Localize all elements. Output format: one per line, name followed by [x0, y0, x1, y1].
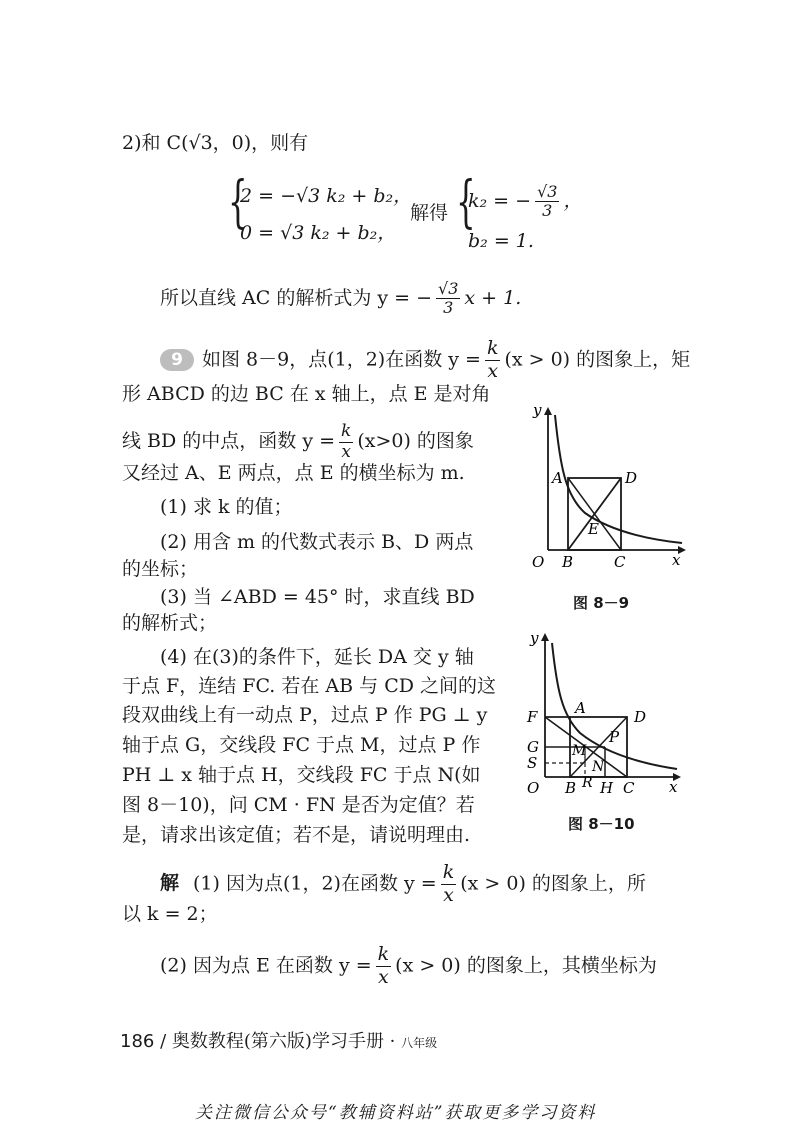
problem-9-line-2: 形 ABCD 的边 BC 在 x 轴上，点 E 是对角	[122, 383, 491, 405]
hyperbola-curve	[555, 415, 682, 543]
label-r: R	[582, 775, 593, 791]
label-h: H	[600, 779, 614, 797]
ac-equation: 所以直线 AC 的解析式为 y = − $\frac{√3}{3}$ x + 1.	[160, 279, 522, 318]
footer-slash: /	[160, 1031, 167, 1052]
problem-9-line-3: 线 BD 的中点，函数 y = $\frac{k}{x}$ (x>0) 的图象	[122, 421, 474, 462]
question-4-line-1: (4) 在(3)的条件下，延长 DA 交 y 轴	[160, 646, 474, 668]
label-n: N	[592, 759, 605, 775]
label-d: D	[625, 469, 638, 487]
solution-line-2: 以 k = 2；	[122, 903, 218, 925]
y-axis-arrow	[544, 407, 552, 415]
question-4-line-6: 图 8－10)，问 CM · FN 是否为定值？若	[122, 794, 475, 816]
label-a: A	[552, 469, 563, 487]
label-g: G	[527, 738, 539, 756]
label-m: M	[572, 743, 587, 759]
page-footer	[120, 1027, 437, 1053]
system1-eq1: 2 = −√3 k₂ + b₂，	[240, 185, 413, 207]
label-c: C	[614, 553, 626, 571]
question-3-line-1: (3) 当 ∠ABD = 45° 时，求直线 BD	[160, 586, 475, 608]
question-3-line-2: 的解析式；	[122, 612, 218, 634]
solution-line-1: 解 (1) 因为点(1，2)在函数 y = $\frac{k}{x}$ (x > 0) 的图象上，所	[160, 861, 646, 906]
solve-word: 解得	[410, 202, 449, 224]
label-y: y	[533, 401, 542, 419]
y-axis-arrow	[541, 633, 549, 641]
label-b: B	[565, 779, 577, 797]
problem-number-badge: 9	[160, 349, 194, 371]
figure-8-9	[500, 395, 700, 580]
label-p: P	[609, 728, 620, 746]
grade-label: 八年级	[401, 1036, 438, 1050]
book-title: 奥数教程(第六版)学习手册 ·	[171, 1031, 396, 1052]
solution-label: 解	[160, 872, 180, 895]
system2-eq2: b₂ = 1.	[468, 230, 534, 252]
label-x: x	[669, 778, 678, 796]
label-c: C	[623, 779, 635, 797]
problem-9-line-4: 又经过 A、E 两点，点 E 的横坐标为 m.	[122, 462, 465, 484]
question-2-line-1: (2) 用含 m 的代数式表示 B、D 两点	[160, 531, 474, 553]
solution-line-3: (2) 因为点 E 在函数 y = $\frac{k}{x}$ (x > 0) 的图象上，其横坐标为	[160, 943, 657, 988]
label-o: O	[532, 553, 545, 571]
question-4-line-3: 段双曲线上有一动点 P，过点 P 作 PG ⊥ y	[122, 704, 488, 726]
label-a: A	[575, 699, 586, 717]
label-x: x	[672, 551, 681, 569]
text-line-1: 2)和 C(√3，0)，则有	[122, 132, 309, 154]
question-4-line-4: 轴于点 G，交线段 FC 于点 M，过点 P 作	[122, 734, 481, 756]
label-y: y	[530, 629, 539, 647]
label-b: B	[562, 553, 574, 571]
system1-eq2: 0 = √3 k₂ + b₂，	[240, 222, 397, 244]
label-o: O	[527, 779, 540, 797]
caption-figure-8-9: 图 8－9	[573, 594, 630, 612]
system2-eq1: k₂ = − $\frac{√3}{3}$ ，	[468, 182, 583, 221]
label-f: F	[527, 708, 538, 726]
question-2-line-2: 的坐标；	[122, 558, 199, 580]
label-d: D	[634, 708, 647, 726]
caption-figure-8-10: 图 8－10	[568, 815, 635, 833]
watermark-text: 关注微信公众号“教辅资料站”获取更多学习资料	[195, 1103, 597, 1123]
question-4-line-5: PH ⊥ x 轴于点 H，交线段 FC 于点 N(如	[122, 764, 481, 786]
question-4-line-7: 是，请求出该定值；若不是，请说明理由.	[122, 824, 471, 846]
question-4-line-2: 于点 F，连结 FC. 若在 AB 与 CD 之间的这	[122, 675, 496, 697]
page-number: 186	[120, 1031, 155, 1052]
question-1: (1) 求 k 的值；	[160, 496, 293, 518]
figure-8-10	[505, 625, 705, 800]
label-s: S	[527, 754, 538, 772]
label-e: E	[588, 520, 599, 538]
left-brace-1: {	[228, 170, 248, 235]
left-brace-2: {	[456, 170, 476, 235]
problem-9-line-1: 9 如图 8－9，点(1，2)在函数 y = $\frac{k}{x}$ (x > 0) 的图象上，矩	[160, 338, 690, 383]
